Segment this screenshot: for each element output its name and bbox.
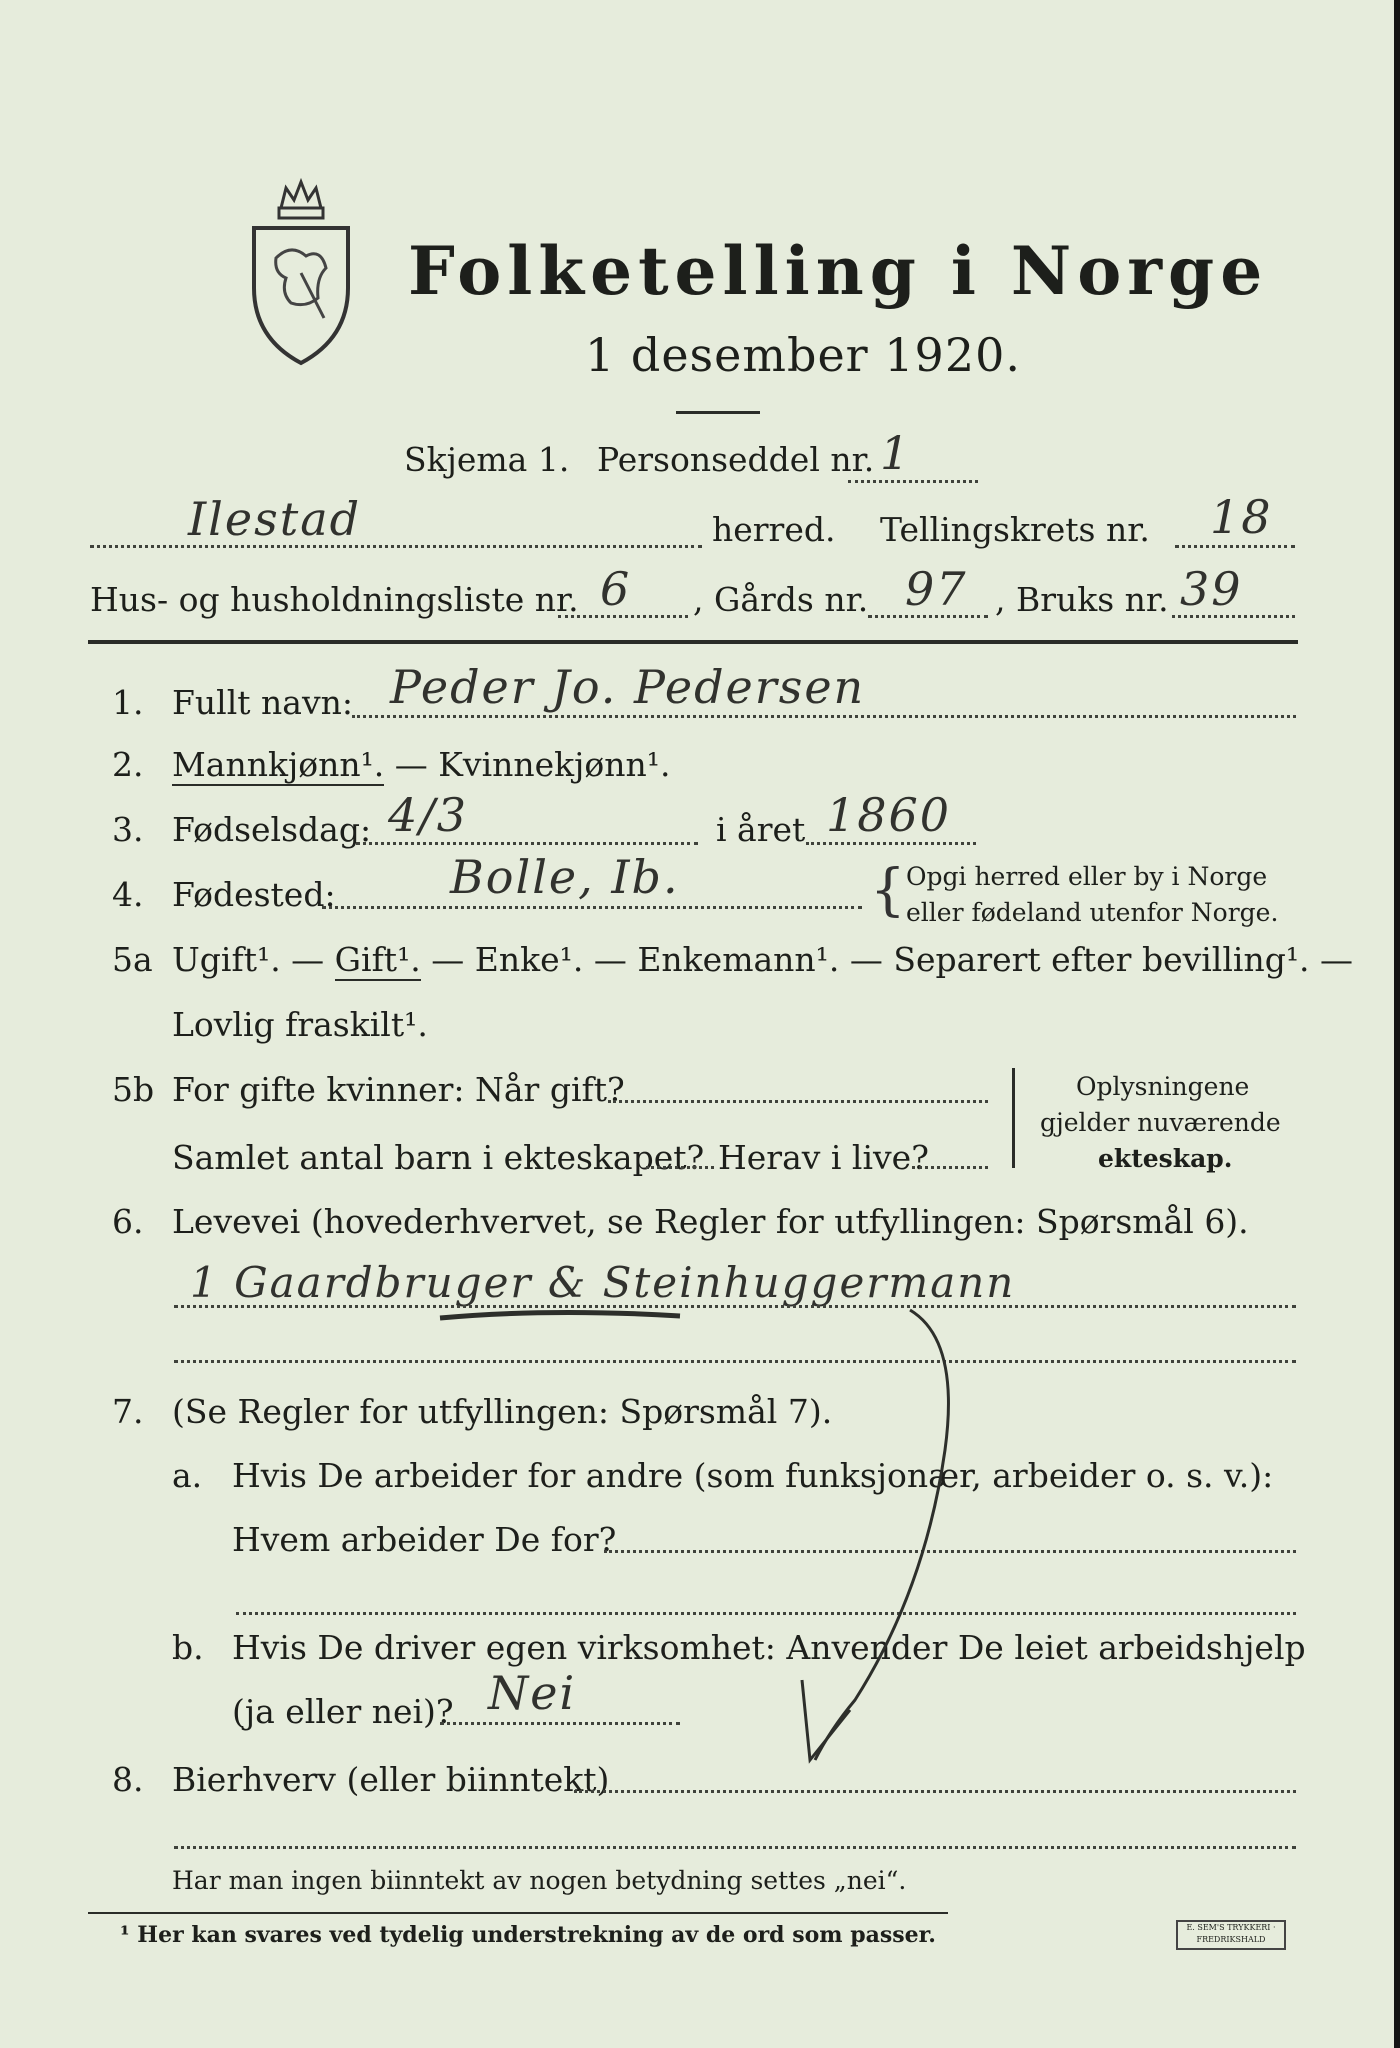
q5b-note-2: gjelder nuværende [1040, 1108, 1281, 1137]
bruks-label: , Bruks nr. [995, 580, 1169, 619]
handwritten-underline-icon [430, 1300, 690, 1330]
herred-label: herred. [712, 510, 836, 549]
q7-label: (Se Regler for utfyllingen: Spørsmål 7). [172, 1392, 833, 1431]
q2-number: 2. [112, 745, 144, 784]
q2-male-option[interactable]: Mannkjønn¹. [172, 745, 385, 784]
q5b-label-alive: Herav i live? [718, 1138, 929, 1177]
gards-label: , Gårds nr. [693, 580, 869, 619]
q5b-alive-line [912, 1166, 988, 1169]
q5a-fraskilt-option[interactable]: Lovlig fraskilt¹. [172, 1005, 428, 1044]
q6-line-2 [174, 1360, 1296, 1363]
printer-mark: E. SEM'S TRYKKERI · FREDRIKSHALD [1176, 1920, 1286, 1950]
q6-line-1 [174, 1305, 1296, 1308]
q5a-other-options[interactable]: — Enke¹. — Enkemann¹. — Separert efter bevilling¹. — [431, 940, 1354, 979]
q8-note: Har man ingen biinntekt av nogen betydning settes „nei“. [172, 1866, 907, 1895]
herred-value[interactable]: Ilestad [188, 492, 362, 546]
q5b-note-bracket [1012, 1068, 1015, 1168]
herred-line [90, 545, 702, 548]
q1-line [352, 715, 1296, 718]
tellingskrets-line [1175, 545, 1295, 548]
schema-label: Skjema 1. [404, 440, 570, 479]
bruks-value[interactable]: 39 [1180, 562, 1243, 616]
q3-day-line [356, 842, 698, 845]
q2-gender [172, 745, 671, 784]
q4-note-2: eller fødeland utenfor Norge. [906, 898, 1279, 927]
q4-note-1: Opgi herred eller by i Norge [906, 862, 1268, 891]
q6-label: Levevei (hovederhvervet, se Regler for utfyllingen: Spørsmål 6). [172, 1202, 1249, 1241]
q6-occupation[interactable]: 1 Gaardbruger & Steinhuggermann [190, 1258, 1016, 1307]
q7b-answer[interactable]: Nei [488, 1666, 577, 1720]
q5a-gift-option[interactable]: Gift¹. [334, 940, 421, 979]
q3-birth-year[interactable]: 1860 [826, 788, 952, 842]
footnote-rule [88, 1912, 948, 1914]
q7b-number: b. [172, 1628, 204, 1667]
q8-label: Bierhverv (eller biinntekt) [172, 1760, 610, 1799]
q5b-children-line [646, 1166, 714, 1169]
q7a-number: a. [172, 1456, 203, 1495]
q4-label: Fødested: [172, 875, 336, 914]
q1-full-name[interactable]: Peder Jo. Pedersen [390, 660, 866, 714]
q3-year-label: i året [716, 810, 806, 849]
q7b-label-2: (ja eller nei)? [232, 1692, 454, 1731]
form-title: Folketelling i Norge [408, 232, 1269, 310]
q4-number: 4. [112, 875, 144, 914]
q7a-label: Hvis De arbeider for andre (som funksjonær, arbeider o. s. v.): [232, 1456, 1274, 1495]
q6-number: 6. [112, 1202, 144, 1241]
q7b-label: Hvis De driver egen virksomhet: Anvender De leiet arbeidshjelp [232, 1628, 1306, 1667]
hus-value[interactable]: 6 [600, 562, 632, 616]
scan-edge [1394, 0, 1400, 2048]
q7b-line [440, 1722, 680, 1725]
q3-number: 3. [112, 810, 144, 849]
q3-year-line [806, 842, 976, 845]
q3-label: Fødselsdag: [172, 810, 372, 849]
handwritten-check-mark-icon [760, 1290, 1000, 1810]
q5b-note-3: ekteskap. [1098, 1144, 1233, 1173]
tellingskrets-value[interactable]: 18 [1210, 490, 1273, 544]
q5b-number: 5b [112, 1070, 155, 1109]
footnote: ¹ Her kan svares ved tydelig understrekning av de ord som passer. [120, 1922, 936, 1948]
gards-value[interactable]: 97 [905, 562, 968, 616]
q4-birthplace[interactable]: Bolle, Ib. [450, 850, 680, 904]
title-divider [676, 411, 760, 414]
q5b-label-married: For gifte kvinner: Når gift? [172, 1070, 625, 1109]
personseddel-line [848, 480, 978, 483]
tellingskrets-label: Tellingskrets nr. [880, 510, 1150, 549]
q7-number: 7. [112, 1392, 144, 1431]
q7a-label-2: Hvem arbeider De for? [232, 1520, 617, 1559]
q8-number: 8. [112, 1760, 144, 1799]
q1-label: Fullt navn: [172, 683, 353, 722]
q2-separator: — [384, 745, 439, 784]
q3-birth-day[interactable]: 4/3 [388, 788, 469, 842]
q5b-note-1: Oplysningene [1076, 1072, 1250, 1101]
q8-line-2 [174, 1846, 1296, 1849]
q1-number: 1. [112, 683, 144, 722]
census-date: 1 desember 1920. [585, 328, 1021, 382]
q4-line [322, 906, 862, 909]
hus-label: Hus- og husholdningsliste nr. [90, 580, 579, 619]
q4-brace: { [870, 858, 906, 923]
q5a-ugift-option[interactable]: Ugift¹. [172, 940, 281, 979]
personseddel-label: Personseddel nr. [597, 440, 875, 479]
q5a-number: 5a [112, 940, 153, 979]
q5b-married-line [608, 1100, 988, 1103]
header-rule [88, 640, 1298, 644]
q5a-options: Ugift¹. — Gift¹. — Enke¹. — Enkemann¹. — Separert efter bevilling¹. — [172, 940, 1354, 979]
personseddel-value[interactable]: 1 [880, 426, 912, 480]
coat-of-arms-icon [246, 178, 356, 368]
q5b-label-children: Samlet antal barn i ekteskapet? [172, 1138, 705, 1177]
q2-female-option[interactable]: Kvinnekjønn¹. [438, 745, 671, 784]
